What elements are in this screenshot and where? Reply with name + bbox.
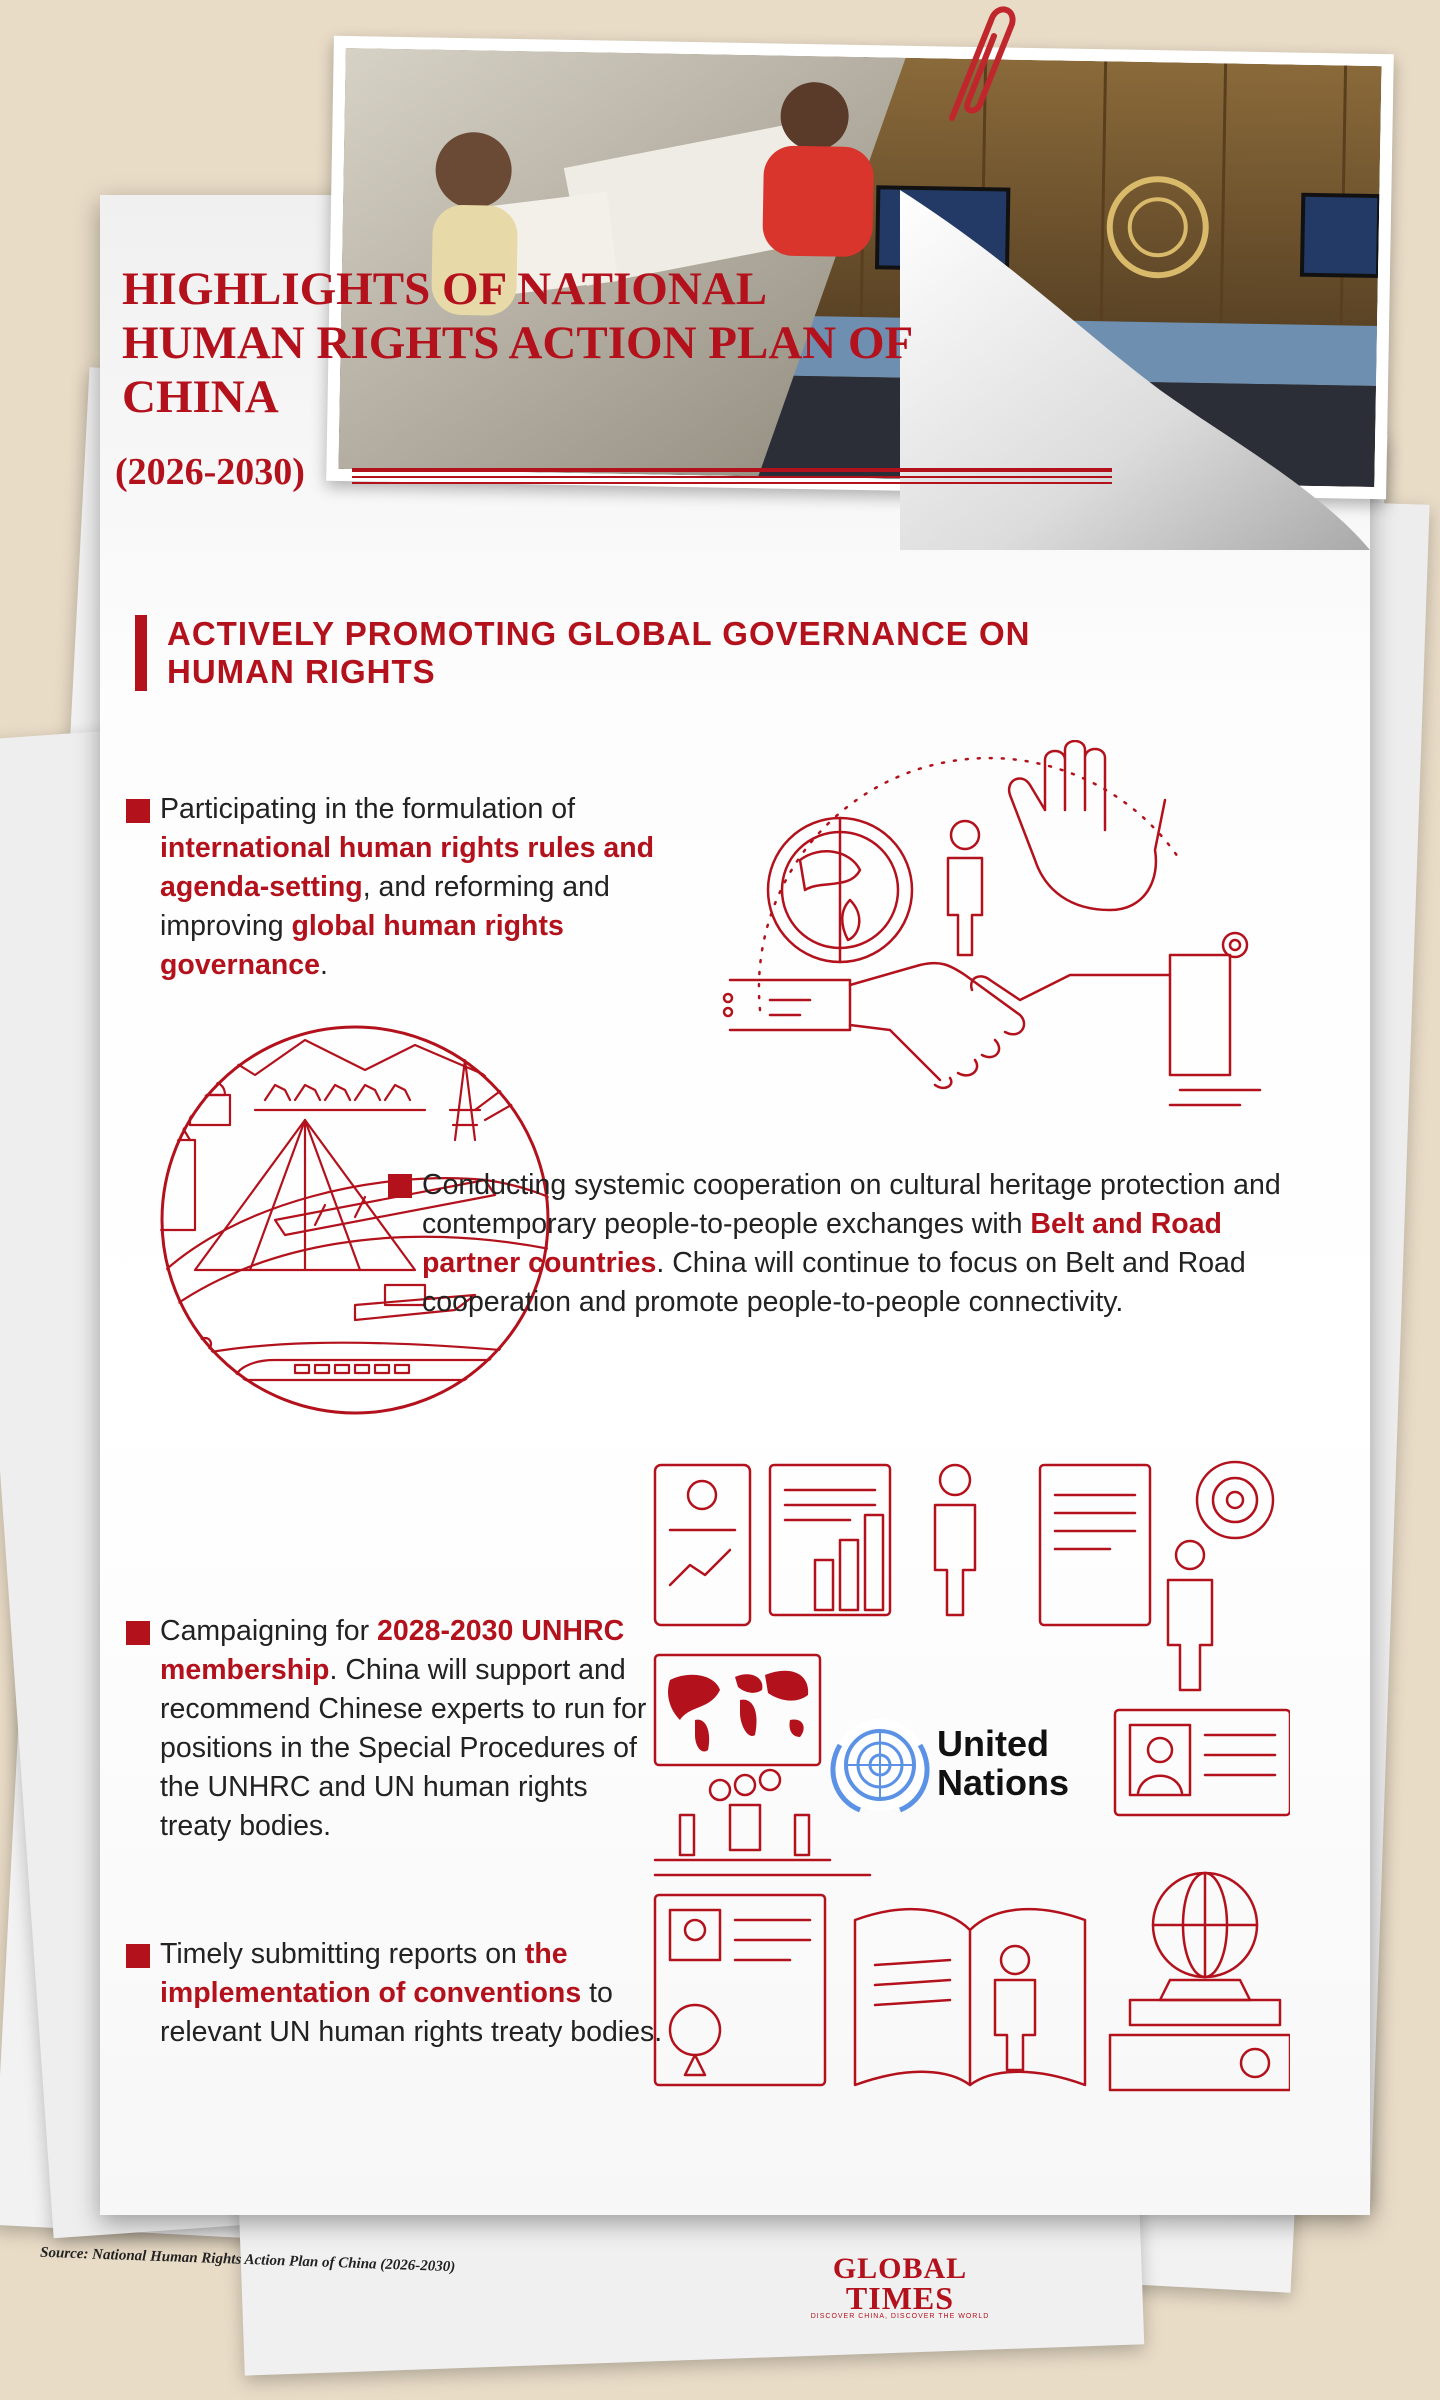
paperclip-icon [930, 0, 1020, 130]
un-wordmark-line2: Nations [937, 1762, 1070, 1803]
un-icons-illustration [650, 1455, 1290, 2095]
title-rule [352, 476, 1112, 478]
bullet-square-icon [388, 1174, 412, 1198]
plan-years: (2026-2030) [115, 451, 305, 493]
bullet-text: Conducting systemic cooperation on cultural heritage protection and contemporary people-to-people exchanges with [422, 1169, 1281, 1240]
page-title: HIGHLIGHTS OF NATIONAL HUMAN RIGHTS ACTION PLAN OF CHINA [122, 263, 912, 423]
bullet-item [160, 1935, 680, 2052]
section-heading: ACTIVELY PROMOTING GLOBAL GOVERNANCE ON HUMAN RIGHTS [135, 615, 1067, 691]
bullet-square-icon [126, 1944, 150, 1968]
title-rule [352, 468, 1112, 472]
logo-line-global: GLOBAL [832, 2252, 968, 2285]
bullet-text: . China will support and recommend Chinese experts to run for positions in the Special Procedures of the UNHRC and UN human rights treaty bodies. [160, 1654, 647, 1842]
handshake-globe-illustration [700, 740, 1270, 1120]
bullet-text: . [319, 949, 328, 981]
bullet-highlight: 2028-2030 UNHRC membership [160, 1615, 625, 1686]
bullet-text: to relevant UN human rights treaty bodies. [160, 1977, 663, 2048]
bullet-text: Timely submitting reports on [160, 1938, 525, 1970]
bullet-square-icon [126, 799, 150, 823]
global-times-logo [810, 2252, 990, 2330]
title-rule [352, 482, 1112, 484]
bullet-text: , and reforming and improving [160, 871, 610, 942]
bullet-item [160, 1612, 660, 1846]
bullet-item [160, 790, 680, 985]
page-curl-shape [900, 190, 1380, 550]
bullet-highlight: international human rights rules and agenda-setting [160, 832, 655, 903]
bullet-highlight: global human rights governance [160, 910, 564, 981]
bullet-square-icon [126, 1621, 150, 1645]
bullet-text: Participating in the formulation of [160, 793, 576, 825]
bullet-highlight: the implementation of conventions [160, 1938, 582, 2009]
bullet-highlight: Belt and Road partner countries [422, 1208, 1222, 1279]
logo-tagline: DISCOVER CHINA, DISCOVER THE WORLD [810, 2313, 990, 2320]
logo-line-times: TIMES [845, 2280, 955, 2316]
un-wordmark-line1: United [937, 1723, 1049, 1764]
bullet-item [422, 1166, 1322, 1322]
un-emblem-icon [833, 1719, 927, 1811]
source-note: Source: National Human Rights Action Plan of China (2026-2030) [39, 2244, 456, 2276]
bullet-text: . China will continue to focus on Belt and Road cooperation and promote people-to-people connectivity. [422, 1247, 1246, 1318]
bullet-text: Campaigning for [160, 1615, 378, 1647]
